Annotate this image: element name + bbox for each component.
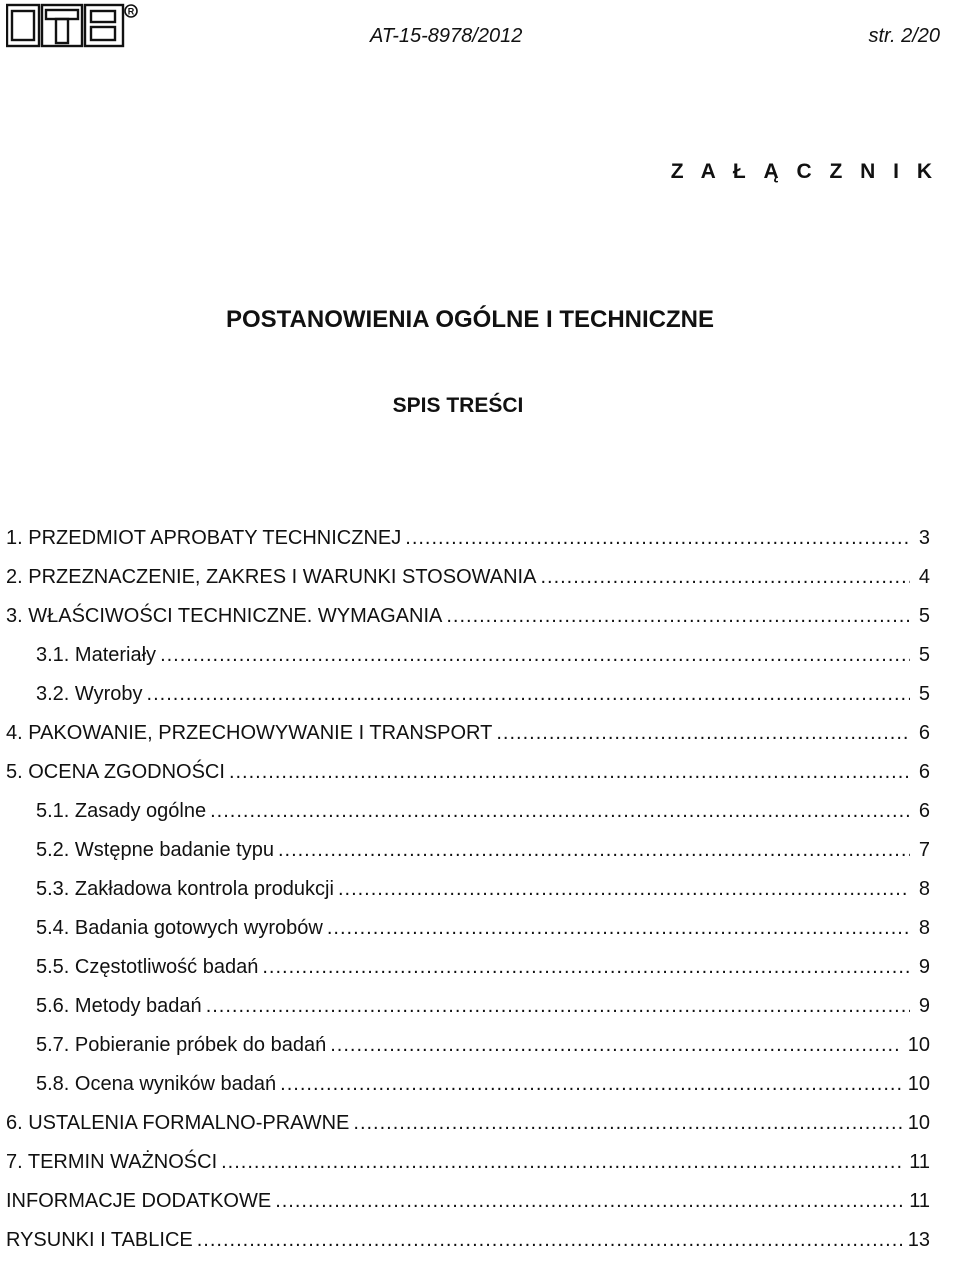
toc-dot-leader — [206, 994, 910, 1019]
toc-entry-label: 5.2. Wstępne badanie typu — [36, 839, 274, 861]
toc-entry-label: 3. WŁAŚCIWOŚCI TECHNICZNE. WYMAGANIA — [6, 605, 443, 627]
toc-dot-leader — [280, 1072, 902, 1097]
toc-entry[interactable] — [6, 526, 930, 565]
toc-entry-page: 5 — [918, 683, 930, 705]
toc-entry-label: 5.1. Zasady ogólne — [36, 800, 207, 822]
toc-entry[interactable] — [6, 604, 930, 643]
toc-entry-page: 8 — [918, 917, 930, 939]
toc-entry[interactable] — [6, 838, 930, 877]
toc-entry-label: 5.3. Zakładowa kontrola produkcji — [36, 878, 334, 900]
toc-entry-label: 5.5. Częstotliwość badań — [36, 956, 259, 978]
toc-dot-leader — [275, 1189, 903, 1214]
toc-entry-page: 4 — [918, 566, 930, 588]
toc-entry[interactable] — [6, 721, 930, 760]
toc-entry-label: 3.2. Wyroby — [36, 683, 143, 705]
toc-entry[interactable] — [6, 1189, 930, 1228]
itb-logo — [6, 2, 138, 48]
toc-entry[interactable] — [6, 1111, 930, 1150]
toc-title: SPIS TREŚCI — [392, 394, 524, 417]
toc-entry-page: 9 — [918, 995, 930, 1017]
toc-entry[interactable] — [6, 799, 930, 838]
annex-title: Z A Ł Ą C Z N I K — [670, 160, 938, 183]
toc-entry-label: 5. OCENA ZGODNOŚCI — [6, 761, 225, 783]
toc-entry-label: 2. PRZEZNACZENIE, ZAKRES I WARUNKI STOSOWANIA — [6, 566, 537, 588]
table-of-contents — [6, 526, 930, 1267]
toc-dot-leader — [210, 799, 910, 824]
toc-dot-leader — [327, 916, 910, 941]
toc-entry-label: 3.1. Materiały — [36, 644, 157, 666]
toc-dot-leader — [147, 682, 910, 707]
toc-entry[interactable] — [6, 994, 930, 1033]
toc-entry-page: 11 — [909, 1151, 930, 1173]
toc-entry-page: 6 — [918, 761, 930, 783]
toc-entry[interactable] — [6, 760, 930, 799]
svg-text:R: R — [127, 6, 135, 17]
toc-dot-leader — [330, 1033, 902, 1058]
toc-entry-page: 3 — [918, 527, 930, 549]
toc-entry[interactable] — [6, 682, 930, 721]
toc-entry-label: RYSUNKI I TABLICE — [6, 1229, 193, 1251]
toc-entry-page: 13 — [907, 1229, 930, 1251]
toc-entry-label: INFORMACJE DODATKOWE — [6, 1190, 272, 1212]
document-number: AT-15-8978/2012 — [370, 25, 523, 47]
toc-entry-label: 6. USTALENIA FORMALNO-PRAWNE — [6, 1112, 350, 1134]
toc-entry[interactable] — [6, 916, 930, 955]
toc-dot-leader — [160, 643, 910, 668]
toc-entry-page: 6 — [918, 722, 930, 744]
toc-entry[interactable] — [6, 1150, 930, 1189]
toc-entry-label: 5.7. Pobieranie próbek do badań — [36, 1034, 327, 1056]
toc-dot-leader — [496, 721, 910, 746]
toc-entry-page: 6 — [918, 800, 930, 822]
toc-entry[interactable] — [6, 955, 930, 994]
page-number: str. 2/20 — [868, 25, 940, 47]
toc-entry[interactable] — [6, 1228, 930, 1267]
toc-entry[interactable] — [6, 643, 930, 682]
toc-entry[interactable] — [6, 565, 930, 604]
toc-entry[interactable] — [6, 1072, 930, 1111]
toc-entry[interactable] — [6, 877, 930, 916]
toc-dot-leader — [540, 565, 910, 590]
toc-entry-page: 5 — [918, 644, 930, 666]
toc-entry-page: 11 — [909, 1190, 930, 1212]
toc-entry-page: 8 — [918, 878, 930, 900]
toc-dot-leader — [262, 955, 910, 980]
toc-dot-leader — [278, 838, 910, 863]
toc-entry[interactable] — [6, 1033, 930, 1072]
toc-entry-page: 9 — [918, 956, 930, 978]
toc-entry-label: 1. PRZEDMIOT APROBATY TECHNICZNEJ — [6, 527, 402, 549]
toc-dot-leader — [353, 1111, 901, 1136]
toc-entry-page: 7 — [918, 839, 930, 861]
toc-dot-leader — [338, 877, 910, 902]
toc-entry-label: 5.4. Badania gotowych wyrobów — [36, 917, 323, 939]
toc-dot-leader — [197, 1228, 902, 1253]
toc-entry-label: 5.8. Ocena wyników badań — [36, 1073, 277, 1095]
toc-entry-label: 7. TERMIN WAŻNOŚCI — [6, 1151, 218, 1173]
toc-dot-leader — [229, 760, 910, 785]
toc-entry-label: 5.6. Metody badań — [36, 995, 202, 1017]
toc-entry-page: 10 — [907, 1034, 930, 1056]
toc-entry-label: 4. PAKOWANIE, PRZECHOWYWANIE I TRANSPORT — [6, 722, 493, 744]
main-title: POSTANOWIENIA OGÓLNE I TECHNICZNE — [225, 306, 714, 333]
toc-dot-leader — [446, 604, 910, 629]
toc-entry-page: 10 — [907, 1112, 930, 1134]
toc-dot-leader — [221, 1150, 903, 1175]
toc-dot-leader — [405, 526, 910, 551]
toc-entry-page: 5 — [918, 605, 930, 627]
toc-entry-page: 10 — [907, 1073, 930, 1095]
